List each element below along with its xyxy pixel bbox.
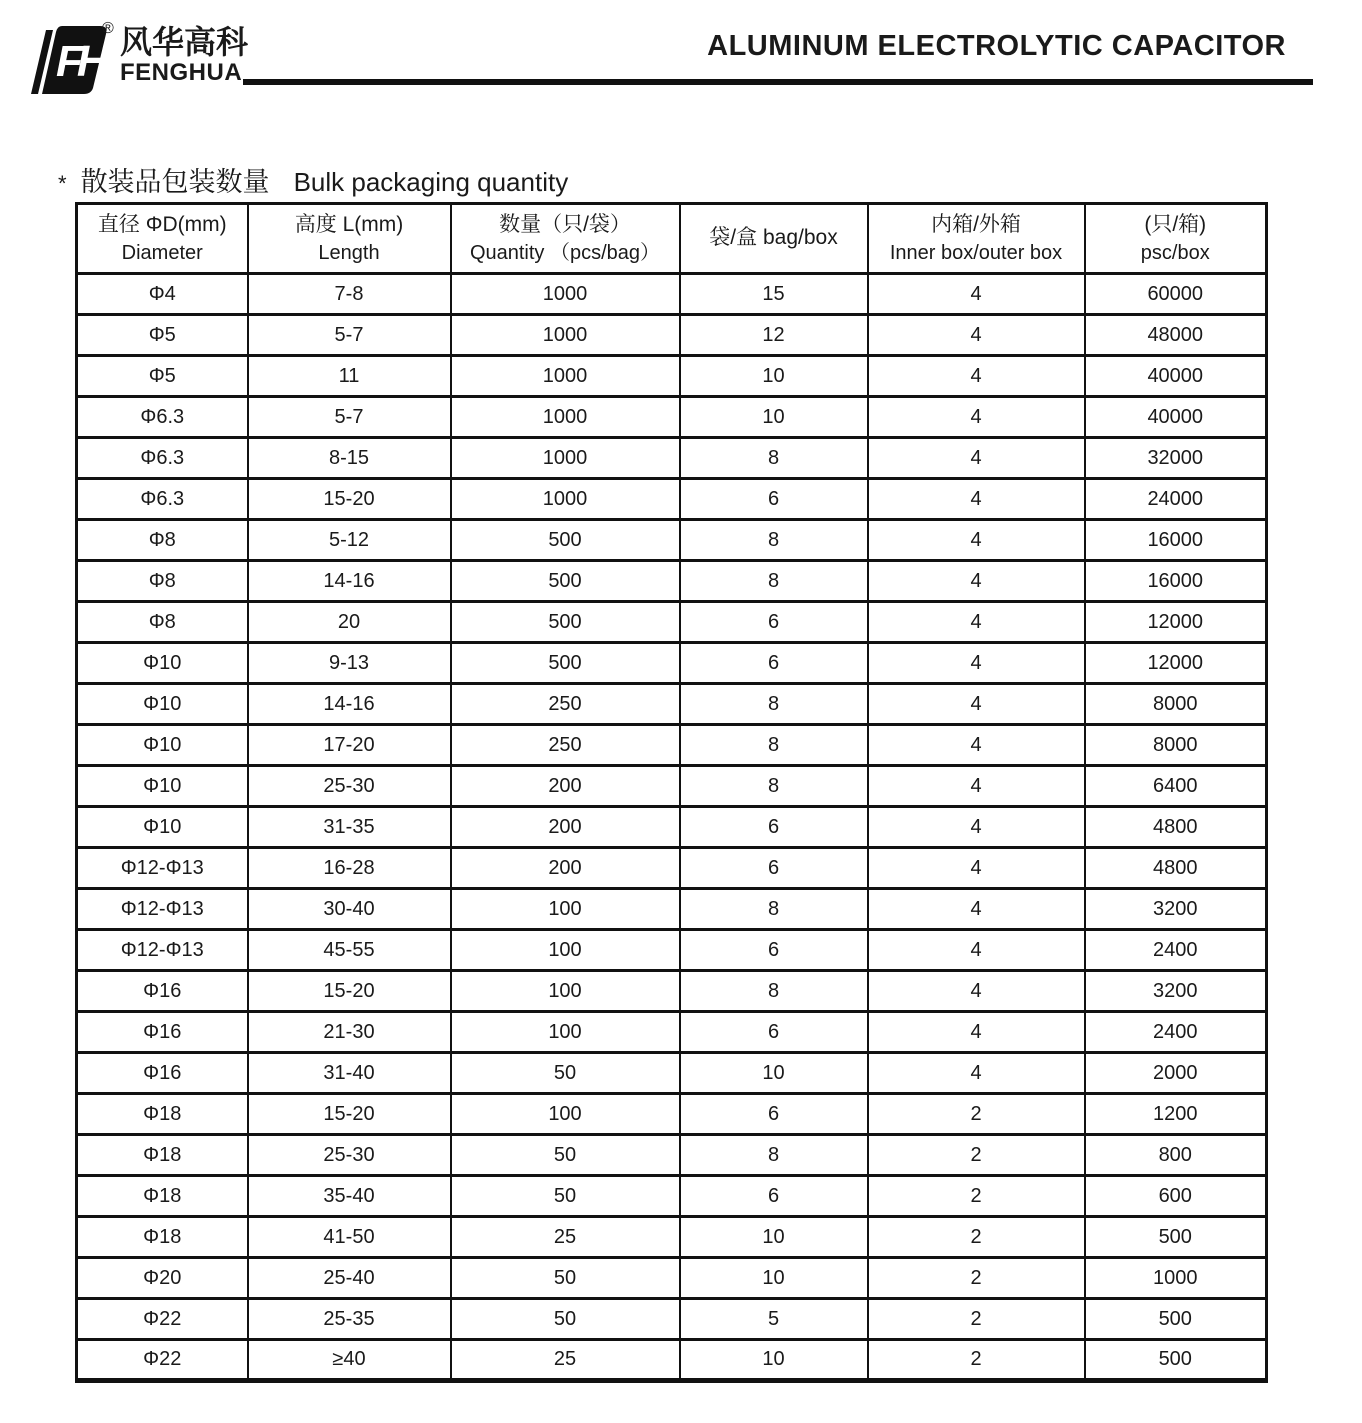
table-cell: 25 (451, 1340, 680, 1381)
table-cell: 2 (868, 1340, 1085, 1381)
table-cell: 200 (451, 766, 680, 807)
table-row (77, 1053, 1267, 1094)
table-cell: 6 (680, 1176, 868, 1217)
table-cell: 1000 (451, 397, 680, 438)
table-cell: 25-35 (248, 1299, 451, 1340)
table-row (77, 1094, 1267, 1135)
table-row (77, 315, 1267, 356)
section-bullet: * (58, 171, 67, 196)
table-row (77, 971, 1267, 1012)
table-cell: 50 (451, 1176, 680, 1217)
table-cell: 4 (868, 807, 1085, 848)
table-row (77, 725, 1267, 766)
table-cell: 5 (680, 1299, 868, 1340)
table-cell: 6 (680, 1094, 868, 1135)
table-cell: 500 (1085, 1217, 1267, 1258)
table-cell: 50 (451, 1135, 680, 1176)
table-cell: 1000 (451, 479, 680, 520)
table-cell: Φ18 (77, 1217, 248, 1258)
table-row (77, 561, 1267, 602)
table-cell: 10 (680, 397, 868, 438)
table-cell: 11 (248, 356, 451, 397)
table-cell: Φ10 (77, 684, 248, 725)
section-heading (58, 160, 568, 199)
table-body (77, 274, 1267, 1381)
fenghua-logo-icon (30, 24, 108, 100)
table-row (77, 1217, 1267, 1258)
table-cell: Φ16 (77, 1053, 248, 1094)
table-cell: 15-20 (248, 971, 451, 1012)
table-cell: 6400 (1085, 766, 1267, 807)
table-cell: 15-20 (248, 479, 451, 520)
table-cell: 200 (451, 848, 680, 889)
table-cell: 4 (868, 930, 1085, 971)
column-header: 直径 ΦD(mm) Diameter (77, 204, 248, 274)
table-cell: 100 (451, 971, 680, 1012)
table-cell: 250 (451, 684, 680, 725)
table-cell: 31-35 (248, 807, 451, 848)
table-cell: 8 (680, 1135, 868, 1176)
table-cell: 10 (680, 1053, 868, 1094)
table-cell: 500 (451, 561, 680, 602)
table-row (77, 1012, 1267, 1053)
table-cell: 4800 (1085, 848, 1267, 889)
table-cell: 8 (680, 725, 868, 766)
table-cell: 45-55 (248, 930, 451, 971)
table-cell: 8 (680, 438, 868, 479)
table-cell: 4 (868, 315, 1085, 356)
table-row (77, 1299, 1267, 1340)
page-title: ALUMINUM ELECTROLYTIC CAPACITOR (707, 30, 1286, 62)
table-cell: 2400 (1085, 930, 1267, 971)
table-cell: 500 (1085, 1340, 1267, 1381)
table-cell: 2 (868, 1176, 1085, 1217)
table-cell: Φ10 (77, 807, 248, 848)
table-cell: 50 (451, 1299, 680, 1340)
table-row (77, 602, 1267, 643)
table-cell: 4 (868, 438, 1085, 479)
table-cell: 4 (868, 274, 1085, 315)
table-cell: 6 (680, 848, 868, 889)
table-row (77, 766, 1267, 807)
table-row (77, 889, 1267, 930)
table-cell: 17-20 (248, 725, 451, 766)
table-cell: Φ12-Φ13 (77, 848, 248, 889)
table-cell: 25-30 (248, 1135, 451, 1176)
table-cell: 10 (680, 1258, 868, 1299)
table-cell: 6 (680, 602, 868, 643)
table-cell: 8 (680, 971, 868, 1012)
table-row (77, 397, 1267, 438)
column-header: 袋/盒 bag/box (680, 204, 868, 274)
table-cell: Φ18 (77, 1135, 248, 1176)
table-row (77, 1135, 1267, 1176)
table-cell: 250 (451, 725, 680, 766)
table-cell: 1000 (451, 274, 680, 315)
table-cell: 600 (1085, 1176, 1267, 1217)
table-cell: 4 (868, 889, 1085, 930)
table-cell: Φ5 (77, 315, 248, 356)
table-cell: 500 (451, 602, 680, 643)
table-cell: Φ8 (77, 602, 248, 643)
table-cell: 9-13 (248, 643, 451, 684)
brand-block (120, 26, 248, 85)
table-cell: 2000 (1085, 1053, 1267, 1094)
table-cell: 50 (451, 1053, 680, 1094)
table-cell: 16000 (1085, 520, 1267, 561)
table-cell: Φ10 (77, 766, 248, 807)
table-cell: 100 (451, 889, 680, 930)
table-row (77, 848, 1267, 889)
table-cell: 35-40 (248, 1176, 451, 1217)
table-cell: 8-15 (248, 438, 451, 479)
table-cell: Φ12-Φ13 (77, 889, 248, 930)
table-cell: 4800 (1085, 807, 1267, 848)
table-row (77, 520, 1267, 561)
table-cell: 3200 (1085, 971, 1267, 1012)
table-cell: 40000 (1085, 356, 1267, 397)
table-cell: 10 (680, 1217, 868, 1258)
table-cell: 32000 (1085, 438, 1267, 479)
table-cell: 6 (680, 479, 868, 520)
table-cell: 14-16 (248, 684, 451, 725)
header-divider (243, 79, 1313, 85)
table-cell: 2 (868, 1094, 1085, 1135)
table-cell: 8 (680, 561, 868, 602)
table-cell: 4 (868, 1012, 1085, 1053)
table-cell: 2400 (1085, 1012, 1267, 1053)
table-cell: 4 (868, 848, 1085, 889)
table-cell: 40000 (1085, 397, 1267, 438)
table-row (77, 479, 1267, 520)
table-cell: 16000 (1085, 561, 1267, 602)
table-cell: 8 (680, 889, 868, 930)
table-cell: 4 (868, 725, 1085, 766)
table-cell: 8 (680, 520, 868, 561)
table-cell: Φ18 (77, 1176, 248, 1217)
table-cell: 6 (680, 643, 868, 684)
table-cell: 4 (868, 561, 1085, 602)
table-cell: 15 (680, 274, 868, 315)
table-cell: Φ8 (77, 520, 248, 561)
table-cell: 2 (868, 1217, 1085, 1258)
table-cell: Φ16 (77, 971, 248, 1012)
table-cell: 5-12 (248, 520, 451, 561)
table-cell: 5-7 (248, 315, 451, 356)
table-cell: 1000 (451, 438, 680, 479)
table-cell: 25 (451, 1217, 680, 1258)
table-row (77, 274, 1267, 315)
registered-trademark-icon: ® (102, 20, 114, 37)
column-header: 数量（只/袋） Quantity （pcs/bag） (451, 204, 680, 274)
table-cell: 60000 (1085, 274, 1267, 315)
table-cell: 4 (868, 356, 1085, 397)
table-cell: 4 (868, 684, 1085, 725)
table-cell: 25-40 (248, 1258, 451, 1299)
table-cell: 4 (868, 1053, 1085, 1094)
table-cell: Φ20 (77, 1258, 248, 1299)
table-cell: 4 (868, 397, 1085, 438)
table-row (77, 684, 1267, 725)
table-cell: 2 (868, 1135, 1085, 1176)
table-cell: 4 (868, 643, 1085, 684)
table-cell: Φ8 (77, 561, 248, 602)
table-cell: 31-40 (248, 1053, 451, 1094)
table-cell: 100 (451, 1094, 680, 1135)
table-cell: Φ6.3 (77, 397, 248, 438)
table-cell: 4 (868, 520, 1085, 561)
table-cell: 6 (680, 807, 868, 848)
table-cell: 2 (868, 1258, 1085, 1299)
table-cell: 8000 (1085, 725, 1267, 766)
svg-text:FH: FH (56, 37, 103, 86)
table-cell: Φ4 (77, 274, 248, 315)
brand-name-chinese: 风华高科 (120, 24, 249, 60)
table-cell: 8000 (1085, 684, 1267, 725)
table-cell: 14-16 (248, 561, 451, 602)
table-cell: 4 (868, 766, 1085, 807)
table-row (77, 930, 1267, 971)
table-cell: Φ10 (77, 725, 248, 766)
section-heading-chinese: 散装品包装数量 (80, 167, 270, 197)
table-cell: 500 (1085, 1299, 1267, 1340)
table-cell: Φ6.3 (77, 438, 248, 479)
table-cell: 4 (868, 971, 1085, 1012)
table-row (77, 1340, 1267, 1381)
table-row (77, 1176, 1267, 1217)
section-heading-english: Bulk packaging quantity (293, 167, 569, 197)
table-cell: 100 (451, 1012, 680, 1053)
column-header: 内箱/外箱 Inner box/outer box (868, 204, 1085, 274)
table-row (77, 356, 1267, 397)
table-cell: 24000 (1085, 479, 1267, 520)
table-cell: 800 (1085, 1135, 1267, 1176)
table-cell: 12000 (1085, 602, 1267, 643)
table-cell: Φ12-Φ13 (77, 930, 248, 971)
column-header: 高度 L(mm) Length (248, 204, 451, 274)
table-cell: Φ18 (77, 1094, 248, 1135)
table-cell: 21-30 (248, 1012, 451, 1053)
table-cell: 12 (680, 315, 868, 356)
table-cell: 4 (868, 602, 1085, 643)
brand-name-english: FENGHUA (120, 59, 243, 86)
table-cell: 15-20 (248, 1094, 451, 1135)
table-cell: 48000 (1085, 315, 1267, 356)
table-cell: 10 (680, 356, 868, 397)
table-row (77, 807, 1267, 848)
table-cell: 41-50 (248, 1217, 451, 1258)
table-cell: Φ5 (77, 356, 248, 397)
table-cell: 25-30 (248, 766, 451, 807)
table-cell: 4 (868, 479, 1085, 520)
table-cell: Φ10 (77, 643, 248, 684)
table-cell: 1200 (1085, 1094, 1267, 1135)
table-cell: 1000 (451, 315, 680, 356)
table-cell: ≥40 (248, 1340, 451, 1381)
bulk-packaging-table (75, 202, 1268, 1383)
table-cell: 3200 (1085, 889, 1267, 930)
table-cell: Φ22 (77, 1340, 248, 1381)
table-cell: Φ16 (77, 1012, 248, 1053)
table-cell: 100 (451, 930, 680, 971)
table-cell: 500 (451, 520, 680, 561)
table-row (77, 643, 1267, 684)
table-cell: 1000 (1085, 1258, 1267, 1299)
table-cell: 2 (868, 1299, 1085, 1340)
table-cell: 30-40 (248, 889, 451, 930)
column-header: (只/箱) psc/box (1085, 204, 1267, 274)
table-cell: 500 (451, 643, 680, 684)
table-row (77, 1258, 1267, 1299)
table-cell: Φ22 (77, 1299, 248, 1340)
table-cell: 6 (680, 1012, 868, 1053)
table-cell: 200 (451, 807, 680, 848)
table-cell: Φ6.3 (77, 479, 248, 520)
table-cell: 5-7 (248, 397, 451, 438)
table-row (77, 438, 1267, 479)
table-cell: 7-8 (248, 274, 451, 315)
table-header-row (77, 204, 1267, 274)
table-cell: 12000 (1085, 643, 1267, 684)
table-cell: 8 (680, 766, 868, 807)
table-cell: 50 (451, 1258, 680, 1299)
table-cell: 20 (248, 602, 451, 643)
table-cell: 8 (680, 684, 868, 725)
table-cell: 6 (680, 930, 868, 971)
table-cell: 1000 (451, 356, 680, 397)
table-cell: 10 (680, 1340, 868, 1381)
table-cell: 16-28 (248, 848, 451, 889)
